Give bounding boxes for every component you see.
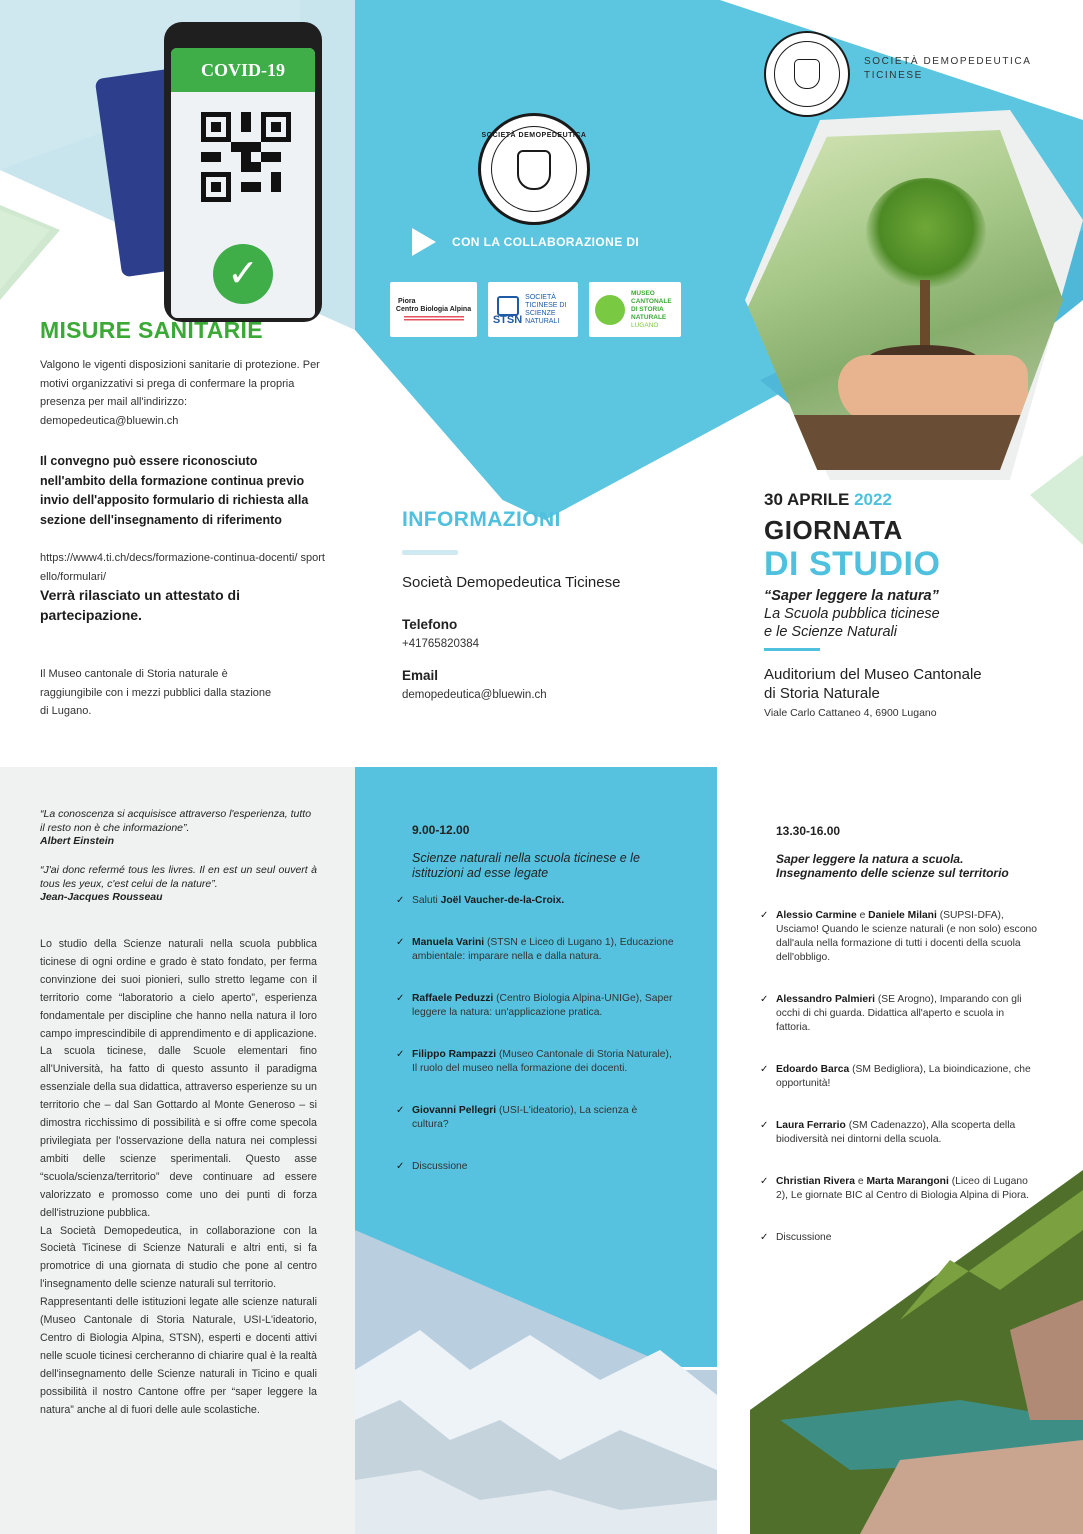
- stsn-hex-icon: [497, 296, 519, 316]
- org-name: [864, 55, 1032, 83]
- play-arrow-icon: [412, 228, 436, 256]
- quote-einstein-text: “La conoscenza si acquisisce attraverso l'esperienza, tutto il resto non è che informazione”.: [40, 808, 312, 834]
- event-subtitle-2: e le Scienze Naturali: [764, 624, 897, 640]
- society-seal: [478, 113, 590, 225]
- afternoon-time: 13.30-16.00: [776, 824, 841, 838]
- tree-trunk: [920, 280, 930, 355]
- attestato: Verrà rilasciato un attestato di partecipazione.: [40, 587, 240, 623]
- collab-label: CON LA COLLABORAZIONE DI: [452, 235, 640, 249]
- info-title: INFORMAZIONI: [402, 508, 561, 531]
- venue-address: Viale Carlo Cattaneo 4, 6900 Lugano: [764, 707, 937, 719]
- event-title-line1: GIORNATA: [764, 515, 903, 545]
- afternoon-item: ✓ Christian Rivera e Marta Marangoni (Liceo di Lugano 2), Le giornate BIC al Centro di Biologia Alpina di Piora.: [760, 1175, 1040, 1203]
- intro-p2: La scuola ticinese, dalle Scuole elementari fino all'Università, ha fatto di questo assunto il paradigma essenziale della sua didattica, attraverso esperienze su un territorio che – dal San Gottardo al Monte Generoso – si dimostra ricchissimo di possibilità e si offre come specola privilegiata per l'osservazione della natura nei complessi ambiti delle scienze sperimentali. Questo asse “scuola/scienza/territorio” deve continuare ad essere valorizzato e promosso come uno dei punti di forza dell'istruzione pubblica.: [40, 1045, 317, 1219]
- venue-line2: di Storia Naturale: [764, 685, 880, 702]
- afternoon-item: ✓ Laura Ferrario (SM Cadenazzo), Alla scoperta della biodiversità nei dintorni della scuola.: [760, 1119, 1040, 1147]
- org-name-line2: TICINESE: [864, 70, 923, 81]
- logo-stsn-name: STSN: [492, 313, 523, 326]
- misure-url[interactable]: https://www4.ti.ch/decs/formazione-continua-docenti/ sportello/formulari/: [40, 552, 325, 583]
- quote-rousseau: [40, 864, 317, 903]
- afternoon-list: [760, 909, 1040, 1245]
- tree-canopy: [866, 178, 986, 288]
- phone-screen: [171, 48, 315, 318]
- morning-title: Scienze naturali nella scuola ticinese e le istituzioni ad esse legate: [412, 851, 640, 880]
- museo-circle-icon: [595, 295, 625, 325]
- header-seal-emblem-icon: [794, 59, 820, 89]
- afternoon-item: ✓ Edoardo Barca (SM Bedigliora), La bioindicazione, che opportunità!: [760, 1063, 1040, 1091]
- morning-list: [396, 894, 676, 1174]
- logo-stsn-sub: SOCIETÀ TICINESE DI SCIENZE NATURALI: [525, 293, 567, 325]
- event-date-day: 30 APRILE: [764, 490, 850, 509]
- afternoon-item: ✓ Discussione: [760, 1231, 1040, 1245]
- seal-text: SOCIETÀ DEMOPEDEUTICA: [481, 132, 587, 139]
- event-date: [764, 490, 892, 510]
- morning-item: ✓ Giovanni Pellegri (USI-L'ideatorio), La scienza è cultura?: [396, 1104, 676, 1132]
- quote-rousseau-text: “J'ai donc refermé tous les livres. Il en est un seul ouvert à tous les yeux, c'est celui de la nature”.: [40, 864, 317, 890]
- header-seal: [764, 31, 850, 117]
- info-divider: [402, 550, 458, 555]
- misure-title: MISURE SANITARIE: [40, 317, 263, 343]
- logo-piora-name: Piora: [398, 297, 416, 305]
- event-subtitle-1: La Scuola pubblica ticinese: [764, 606, 940, 622]
- logo-museo-sub: LUGANO: [631, 321, 659, 329]
- logo-piora-sub: Centro Biologia Alpina: [395, 305, 472, 313]
- covid-banner-text: COVID-19: [201, 60, 285, 80]
- intro-p4: Rappresentanti delle istituzioni legate alle scienze naturali (Museo Cantonale di Storia Naturale, USI-L'ideatorio, Centro di Biologia Alpina, STSN), esperti e docenti attivi nelle scuole ticinesi cercheranno di chiarire qual è la realtà dell'insegnamento delle Scienze naturali in Ticino e quali possibilità il nostro Cantone offre per “saper leggere la natura” anche al di fuori delle aule scolastiche.: [40, 1296, 317, 1416]
- quote-einstein-author: Albert Einstein: [40, 835, 115, 847]
- intro-p3: La Società Demopedeutica, in collaborazione con la Società Ticinese di Scienze Naturali e altri enti, si fa promotrice di una giornata di studio che pone al centro l'insegnamento delle scienze naturali sul territorio.: [40, 1224, 317, 1291]
- quote-einstein: [40, 808, 317, 847]
- misure-p1: [40, 356, 320, 430]
- morning-item: ✓ Raffaele Peduzzi (Centro Biologia Alpina-UNIGe), Saper leggere la natura: un'applicazione pratica.: [396, 992, 676, 1020]
- logo-piora-stripes: [404, 316, 464, 322]
- intro-p1: Lo studio della Scienze naturali nella scuola pubblica ticinese di ogni ordine e grado è stato fondato, per ferma convinzione dei suoi pionieri, sullo stretto legame con il territorio come “laboratorio a cielo aperto”, esperienza fondamentale per discipline che hanno nella natura il loro campo imprescindibile di apprendimento e di applicazione.: [40, 938, 317, 1040]
- logo-stsn: [488, 282, 578, 337]
- afternoon-item: ✓ Alessandro Palmieri (SE Arogno), Imparando con gli occhi di chi guarda. Didattica all'aperto e scuola in fattoria.: [760, 993, 1040, 1035]
- event-title-line2: DI STUDIO: [764, 545, 941, 583]
- event-subtitle-bold: “Saper leggere la natura”: [764, 588, 939, 604]
- morning-item: ✓ Filippo Rampazzi (Museo Cantonale di Storia Naturale), Il ruolo del museo nella formazione dei docenti.: [396, 1048, 676, 1076]
- qr-code-icon: [201, 112, 291, 202]
- intro-text: [40, 936, 317, 1419]
- covid-banner: [171, 48, 315, 92]
- phone-label: Telefono: [402, 617, 458, 632]
- phone-value[interactable]: +41765820384: [402, 638, 480, 650]
- morning-item: ✓ Discussione: [396, 1160, 676, 1174]
- afternoon-title: Saper leggere la natura a scuola. Insegnamento delle scienze sul territorio: [776, 852, 1009, 880]
- check-circle-icon: ✓: [213, 244, 273, 304]
- venue-line1: Auditorium del Museo Cantonale: [764, 666, 982, 683]
- email-value[interactable]: demopedeutica@bluewin.ch: [402, 689, 547, 701]
- afternoon-item: ✓ Alessio Carmine e Daniele Milani (SUPSI-DFA), Usciamo! Quando le scienze naturali (e non solo) escono dall'aula nella formazione di tutti i docenti della scuola dell'obbligo.: [760, 909, 1040, 965]
- event-divider: [764, 648, 820, 651]
- morning-item: ✓ Saluti Joël Vaucher-de-la-Croix.: [396, 894, 676, 908]
- quote-rousseau-author: Jean-Jacques Rousseau: [40, 891, 163, 903]
- misure-p3: Il Museo cantonale di Storia naturale è raggiungibile con i mezzi pubblici dalla stazione di Lugano.: [40, 668, 272, 717]
- misure-p1-text: Valgono le vigenti disposizioni sanitarie di protezione. Per motivi organizzativi si prega di confermare la propria presenza per mail all'indirizzo: demopedeutica@bluewin.ch: [40, 359, 320, 427]
- phone-body: [164, 22, 322, 322]
- event-date-year: 2022: [854, 490, 892, 509]
- seal-emblem-icon: [517, 150, 551, 190]
- logo-museo: [589, 282, 681, 337]
- morning-item: ✓ Manuela Varini (STSN e Liceo di Lugano 1), Educazione ambientale: imparare nella e dalla natura.: [396, 936, 676, 964]
- logo-museo-name: MUSEO CANTONALE DI STORIA NATURALE: [631, 289, 672, 321]
- phone-illustration: [100, 0, 320, 320]
- info-org: Società Demopedeutica Ticinese: [402, 574, 621, 591]
- email-label: Email: [402, 668, 439, 683]
- logo-piora: [390, 282, 477, 337]
- misure-p2: Il convegno può essere riconosciuto nell'ambito della formazione continua previo invio dell'apposito formulario di richiesta alla sezione dell'insegnamento di riferimento: [40, 454, 309, 527]
- morning-time: 9.00-12.00: [412, 823, 470, 837]
- org-name-line1: SOCIETÀ DEMOPEDEUTICA: [864, 56, 1032, 67]
